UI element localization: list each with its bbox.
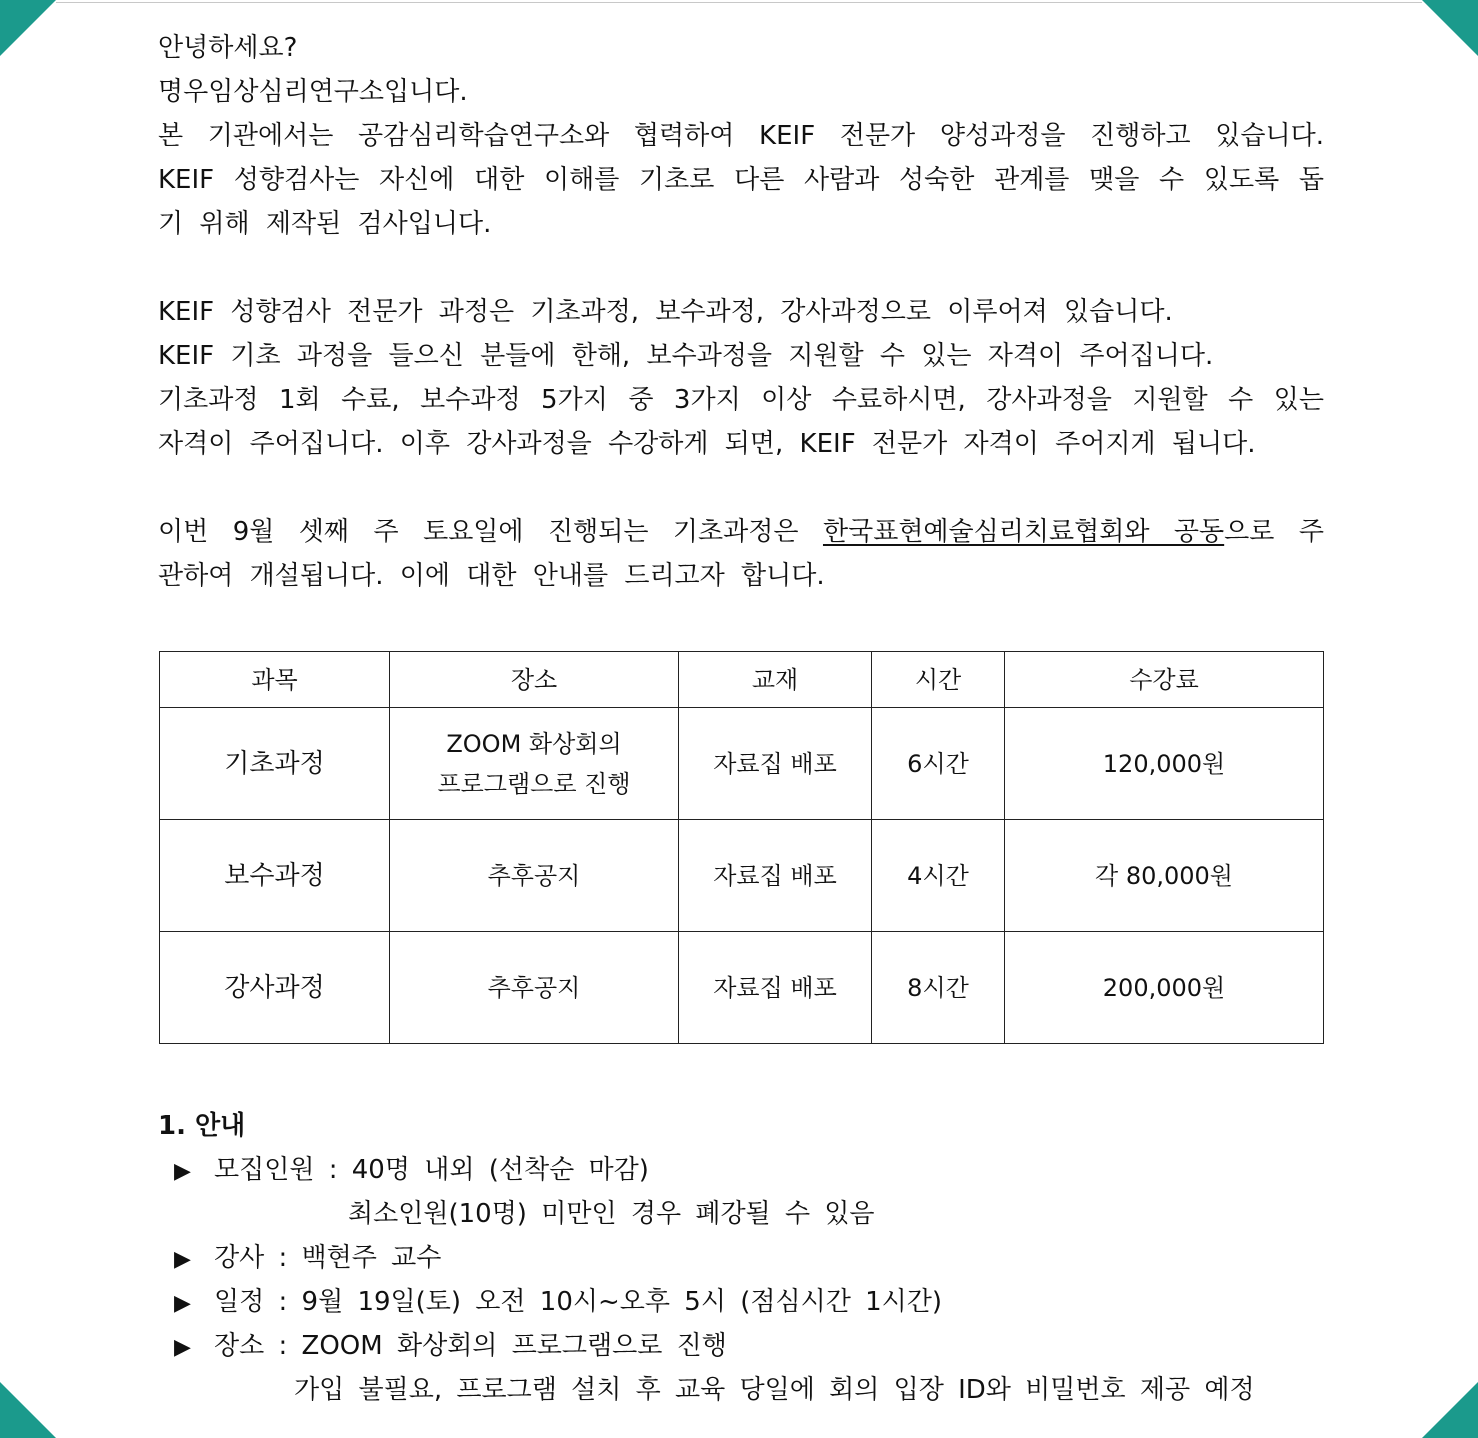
bullet-triangle-icon: ▶ — [174, 1159, 191, 1184]
guide-title: 1. 안내 — [158, 1111, 246, 1141]
cell-time: 8시간 — [872, 932, 1005, 1044]
table-row — [160, 820, 1324, 932]
guide-instructor-text: 강사 : 백현주 교수 — [214, 1243, 442, 1273]
bullet-triangle-icon: ▶ — [174, 1335, 191, 1360]
guide-schedule — [158, 1280, 1338, 1324]
corner-decoration-top-right — [1422, 0, 1478, 56]
cell-material: 자료집 배포 — [679, 932, 872, 1044]
guide-place — [158, 1324, 1338, 1368]
corner-decoration-bottom-left — [0, 1382, 56, 1438]
cell-place-line-1: ZOOM 화상회의 — [446, 729, 622, 758]
cell-place-line-2: 프로그램으로 진행 — [437, 769, 631, 798]
org-intro: 명우임상심리연구소입니다. — [158, 77, 468, 107]
table-row — [160, 932, 1324, 1044]
header-place: 장소 — [390, 652, 679, 708]
courses-line-4: 자격이 주어집니다. 이후 강사과정을 수강하게 되면, KEIF 전문가 자격이 주어지게 됩니다. — [158, 429, 1256, 459]
corner-decoration-bottom-right — [1422, 1382, 1478, 1438]
corner-decoration-top-left — [0, 0, 56, 56]
guide-place-note: 가입 불필요, 프로그램 설치 후 교육 당일에 회의 입장 ID와 비밀번호 제공 예정 — [294, 1375, 1255, 1405]
notice-line-2: 관하여 개설됩니다. 이에 대한 안내를 드리고자 합니다. — [158, 561, 825, 591]
courses-line-3: 기초과정 1회 수료, 보수과정 5가지 중 3가지 이상 수료하시면, 강사과정을 지원할 수 있는 — [158, 385, 1324, 415]
header-material: 교재 — [679, 652, 872, 708]
bullet-triangle-icon: ▶ — [174, 1291, 191, 1316]
guide-recruit-note: 최소인원(10명) 미만인 경우 폐강될 수 있음 — [348, 1199, 875, 1229]
header-fee: 수강료 — [1005, 652, 1324, 708]
notice-line-1 — [158, 510, 1324, 554]
cell-fee: 각 80,000원 — [1005, 820, 1324, 932]
intro-line-4: KEIF 성향검사는 자신에 대한 이해를 기초로 다른 사람과 성숙한 관계를 맺을 수 있도록 돕 — [158, 165, 1324, 195]
greeting: 안녕하세요? — [158, 33, 298, 63]
header-course: 과목 — [160, 652, 390, 708]
cell-course: 강사과정 — [160, 932, 390, 1044]
table-header-row — [160, 652, 1324, 708]
cell-place — [390, 708, 679, 820]
guide-instructor — [158, 1236, 1338, 1280]
cell-time: 6시간 — [872, 708, 1005, 820]
intro-line-5: 기 위해 제작된 검사입니다. — [158, 209, 492, 239]
cell-fee: 200,000원 — [1005, 932, 1324, 1044]
cell-material: 자료집 배포 — [679, 708, 872, 820]
guide-recruit-text: 모집인원 : 40명 내외 (선착순 마감) — [214, 1155, 649, 1185]
cell-place: 추후공지 — [390, 932, 679, 1044]
cell-course: 기초과정 — [160, 708, 390, 820]
cell-fee: 120,000원 — [1005, 708, 1324, 820]
notice-line-1-post: 으로 주 — [1224, 517, 1324, 547]
header-time: 시간 — [872, 652, 1005, 708]
top-border-line — [56, 2, 1422, 3]
courses-line-2: KEIF 기초 과정을 들으신 분들에 한해, 보수과정을 지원할 수 있는 자격이 주어집니다. — [158, 341, 1214, 371]
intro-line-3: 본 기관에서는 공감심리학습연구소와 협력하여 KEIF 전문가 양성과정을 진행하고 있습니다. — [158, 121, 1324, 151]
bullet-triangle-icon: ▶ — [174, 1247, 191, 1272]
course-fee-table — [159, 651, 1324, 1044]
cell-material: 자료집 배포 — [679, 820, 872, 932]
courses-line-1: KEIF 성향검사 전문가 과정은 기초과정, 보수과정, 강사과정으로 이루어져 있습니다. — [158, 297, 1173, 327]
document-body — [158, 26, 1324, 598]
guide-place-text: 장소 : ZOOM 화상회의 프로그램으로 진행 — [214, 1331, 727, 1361]
notice-line-1-pre: 이번 9월 셋째 주 토요일에 진행되는 기초과정은 — [158, 517, 823, 547]
guide-recruit — [158, 1148, 1338, 1192]
cell-place: 추후공지 — [390, 820, 679, 932]
guide-section — [158, 1104, 1338, 1412]
cell-course: 보수과정 — [160, 820, 390, 932]
table-row — [160, 708, 1324, 820]
notice-underlined-partner: 한국표현예술심리치료협회와 공동 — [822, 517, 1225, 547]
cell-time: 4시간 — [872, 820, 1005, 932]
guide-schedule-text: 일정 : 9월 19일(토) 오전 10시~오후 5시 (점심시간 1시간) — [214, 1287, 943, 1317]
